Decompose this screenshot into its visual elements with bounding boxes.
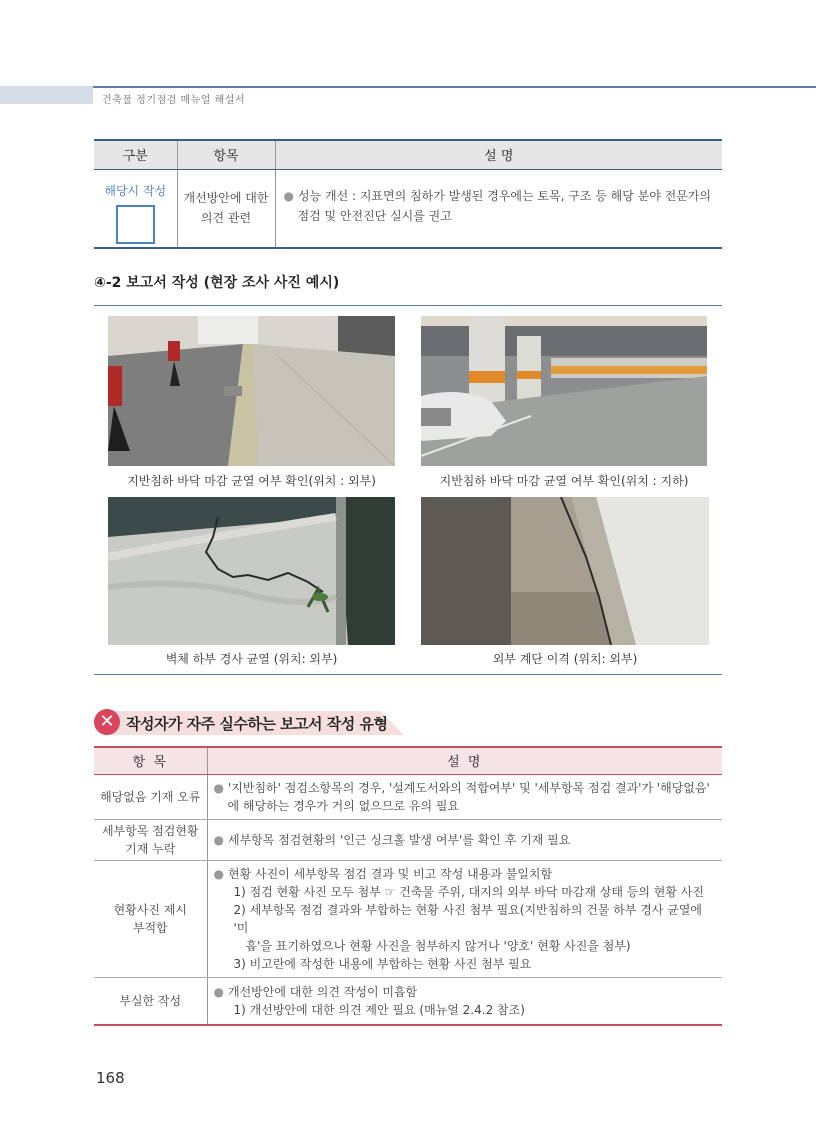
item-cell: 해당없음 기재 오류 — [94, 774, 207, 819]
item-line: 개선방안에 대한 — [183, 191, 269, 205]
description-line: 성능 개선 : 지표면의 침하가 발생된 경우에는 토목, 구조 등 해당 분야 전문가의 — [297, 188, 711, 203]
description-line: 흡'을 표기하였으나 현황 사진을 첨부하지 않거나 '양호' 현황 사진을 첨부) — [245, 938, 631, 953]
description-line: 1) 점검 현황 사진 모두 첨부 ☞ 건축물 주위, 대지의 외부 바닥 마감재 상태 등의 현황 사진 — [233, 884, 704, 899]
col-item: 항목 — [177, 140, 275, 169]
item-cell — [94, 860, 207, 977]
col-category: 구분 — [94, 140, 177, 169]
page-number: 168 — [96, 1069, 125, 1087]
section-title: ④-2 보고서 작성 (현장 조사 사진 예시) — [94, 275, 340, 291]
description-line: '지반침하' 점검소항목의 경우, '설계도서와의 적합여부' 및 '세부항목 점검 결과'가 '해당없음' — [227, 780, 710, 795]
description-line: 세부항목 점검현황의 '인근 싱크홀 발생 여부'를 확인 후 기재 필요 — [227, 832, 571, 847]
photo-caption: 외부 계단 이격 (위치: 외부) — [492, 652, 638, 666]
item-cell — [177, 169, 275, 248]
section-rule — [94, 305, 722, 306]
mistakes-table — [94, 746, 722, 1026]
item-cell: 부실한 작성 — [94, 977, 207, 1025]
description-line: 개선방안에 대한 의견 작성이 미흡함 — [227, 984, 418, 999]
bullet-icon: ● — [213, 832, 224, 847]
header-tab — [0, 86, 93, 104]
bullet-icon: ● — [283, 188, 294, 203]
warning-banner — [94, 709, 424, 737]
item-line: 현황사진 제시 — [113, 902, 187, 917]
description-cell — [275, 169, 722, 248]
photo-outdoor-pavement — [108, 316, 395, 466]
item-line: 부적합 — [132, 920, 168, 935]
table-row — [94, 860, 722, 977]
photo-caption: 벽체 하부 경사 균열 (위치: 외부) — [165, 652, 338, 666]
table-row — [94, 819, 722, 860]
mistakes-table-header — [94, 747, 722, 774]
description-line: 2) 세부항목 점검 결과와 부합하는 현황 사진 첨부 필요(지반침하의 건물 하부 경사 균열에 '미 — [233, 902, 702, 935]
x-circle-icon: ✕ — [94, 709, 120, 735]
photo-underground-parking — [421, 316, 707, 466]
description-line: 3) 비고란에 작성한 내용에 부합하는 현황 사진 첨부 필요 — [233, 956, 532, 971]
photo-stair-separation — [421, 497, 709, 645]
description-line: 에 해당하는 경우가 거의 없으므로 유의 필요 — [227, 798, 460, 813]
description-line: 점검 및 안전진단 실시를 권고 — [297, 208, 452, 223]
col-item: 항 목 — [94, 747, 207, 774]
col-description: 설 명 — [207, 747, 722, 774]
photo-wall-crack — [108, 497, 395, 645]
photos-rule — [94, 674, 722, 675]
running-title: 건축물 정기점검 매뉴얼 해설서 — [102, 95, 246, 106]
table-row — [94, 169, 722, 248]
item-line: 의견 관련 — [200, 211, 252, 225]
photo-caption: 지반침하 바닥 마감 균열 여부 확인(위치 : 지하) — [439, 474, 689, 488]
banner-title: 작성자가 자주 실수하는 보고서 작성 유형 — [126, 715, 388, 733]
header-rule — [0, 86, 816, 88]
item-cell — [94, 819, 207, 860]
photo-caption: 지반침하 바닥 마감 균열 여부 확인(위치 : 외부) — [127, 474, 376, 488]
description-cell — [207, 819, 722, 860]
item-line: 세부항목 점검현황 — [101, 823, 199, 838]
category-label: 해당시 작성 — [104, 183, 167, 198]
category-cell — [94, 169, 177, 248]
description-line: 현황 사진이 세부항목 점검 결과 및 비고 작성 내용과 불일치함 — [227, 866, 553, 881]
info-table — [94, 139, 722, 249]
checkbox-square — [116, 205, 155, 244]
info-table-header — [94, 140, 722, 169]
description-cell — [207, 860, 722, 977]
bullet-icon: ● — [213, 984, 224, 999]
item-line: 기재 누락 — [125, 841, 176, 856]
table-row — [94, 774, 722, 819]
description-cell — [207, 774, 722, 819]
description-cell — [207, 977, 722, 1025]
table-row — [94, 977, 722, 1025]
bullet-icon: ● — [213, 866, 224, 881]
bullet-icon: ● — [213, 780, 224, 795]
description-line: 1) 개선방안에 대한 의견 제안 필요 (매뉴얼 2.4.2 참조) — [233, 1002, 525, 1017]
col-description: 설 명 — [275, 140, 722, 169]
